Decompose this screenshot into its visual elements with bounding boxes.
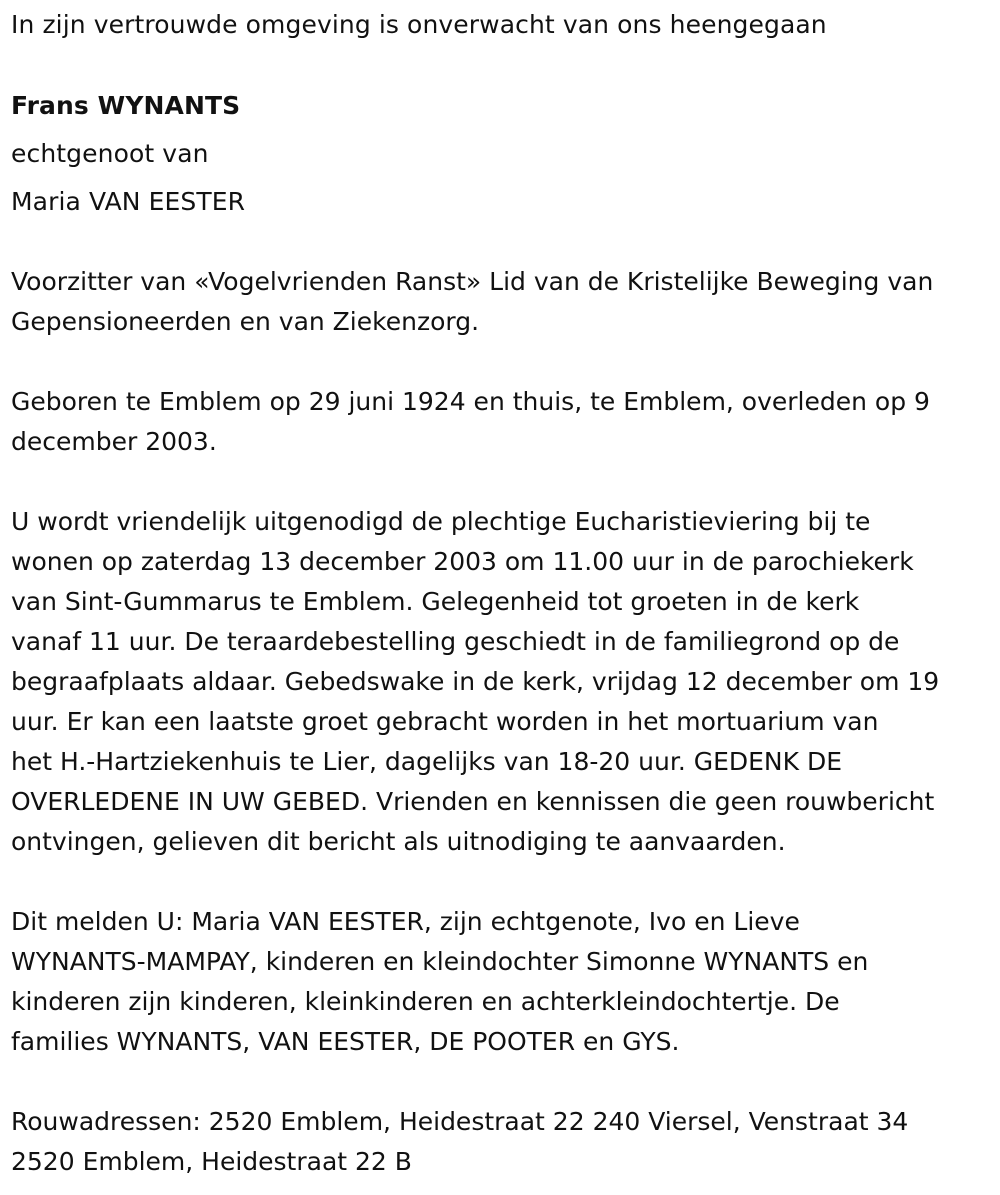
birth-death-paragraph [11, 382, 993, 462]
funeral-details-paragraph [11, 502, 993, 862]
memberships-paragraph [11, 262, 993, 342]
paragraph-line: WYNANTS-MAMPAY, kinderen en kleindochter Simonne WYNANTS en [11, 947, 869, 976]
spouse-name: Maria VAN EESTER [11, 187, 246, 216]
addresses-paragraph [11, 1102, 993, 1182]
deceased-name: Frans WYNANTS [11, 91, 241, 120]
paragraph-line: OVERLEDENE IN UW GEBED. Vrienden en kennissen die geen rouwbericht [11, 787, 935, 816]
paragraph-line: uur. Er kan een laatste groet gebracht worden in het mortuarium van [11, 707, 879, 736]
paragraph-line: december 2003. [11, 427, 217, 456]
paragraph-line: ontvingen, gelieven dit bericht als uitnodiging te aanvaarden. [11, 827, 786, 856]
paragraph-line: begraafplaats aldaar. Gebedswake in de kerk, vrijdag 12 december om 19 [11, 667, 940, 696]
paragraph-line: Rouwadressen: 2520 Emblem, Heidestraat 22 240 Viersel, Venstraat 34 [11, 1107, 909, 1136]
paragraph-line: vanaf 11 uur. De teraardebestelling geschiedt in de familiegrond op de [11, 627, 900, 656]
relation-text: echtgenoot van [11, 139, 209, 168]
paragraph-line: 2520 Emblem, Heidestraat 22 B [11, 1147, 412, 1176]
paragraph-line: het H.-Hartziekenhuis te Lier, dagelijks van 18-20 uur. GEDENK DE [11, 747, 843, 776]
paragraph-line: families WYNANTS, VAN EESTER, DE POOTER en GYS. [11, 1027, 680, 1056]
paragraph-line: Geboren te Emblem op 29 juni 1924 en thuis, te Emblem, overleden op 9 [11, 387, 930, 416]
paragraph-line: U wordt vriendelijk uitgenodigd de plechtige Eucharistieviering bij te [11, 507, 871, 536]
paragraph-line: van Sint-Gummarus te Emblem. Gelegenheid tot groeten in de kerk [11, 587, 860, 616]
paragraph-line: Gepensioneerden en van Ziekenzorg. [11, 307, 480, 336]
paragraph-line: Voorzitter van «Vogelvrienden Ranst» Lid van de Kristelijke Beweging van [11, 267, 934, 296]
paragraph-line: wonen op zaterdag 13 december 2003 om 11.00 uur in de parochiekerk [11, 547, 914, 576]
intro-text: In zijn vertrouwde omgeving is onverwacht van ons heengegaan [11, 10, 827, 39]
paragraph-line: Dit melden U: Maria VAN EESTER, zijn echtgenote, Ivo en Lieve [11, 907, 800, 936]
family-paragraph [11, 902, 993, 1062]
paragraph-line: kinderen zijn kinderen, kleinkinderen en achterkleindochtertje. De [11, 987, 840, 1016]
